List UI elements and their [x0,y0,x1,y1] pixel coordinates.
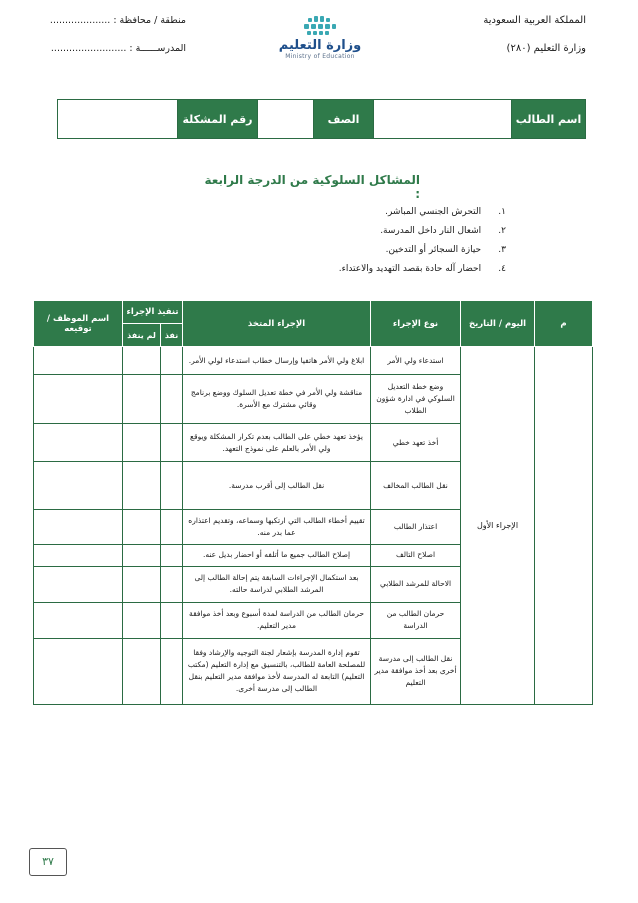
staff-cell[interactable] [34,424,123,462]
staff-cell[interactable] [34,602,123,638]
staff-cell[interactable] [34,638,123,704]
section-title: المشاكل السلوكية من الدرجة الرابعة : [204,173,420,201]
num-cell[interactable] [535,347,593,705]
header-staff: اسم الموظف / توقيعه [34,301,123,347]
action-cell: إصلاح الطالب جميع ما أتلفه أو احضار بديل عنه. [183,544,371,566]
class-field[interactable] [258,100,314,139]
staff-cell[interactable] [34,375,123,424]
staff-cell[interactable] [34,347,123,375]
header-exec: تنفيذ الإجراء [123,301,183,324]
stage-cell: الإجراء الأول [461,347,535,705]
not-done-cell[interactable] [123,602,161,638]
kingdom-label: المملكة العربية السعودية [483,15,586,26]
not-done-cell[interactable] [123,375,161,424]
list-number: ٤. [498,264,506,274]
type-cell: وضع خطة التعديل السلوكي في ادارة شؤون الطلاب [371,375,461,424]
problem-list [206,203,506,279]
header-action: الإجراء المتخذ [183,301,371,347]
type-cell: استدعاء ولي الأمر [371,347,461,375]
not-done-cell[interactable] [123,638,161,704]
action-cell: بعد استكمال الإجراءات السابقة يتم إحالة الطالب إلى المرشد الطلابي لدراسة حالته. [183,566,371,602]
staff-cell[interactable] [34,566,123,602]
region-field: منطقة / محافظة : .................... [49,15,186,26]
done-cell[interactable] [161,638,183,704]
school-field: المدرســــــة : ......................... [50,43,186,54]
list-text: التحرش الجنسي المباشر. [385,207,482,217]
header-done: نفذ [161,324,183,347]
done-cell[interactable] [161,602,183,638]
ministry-label: وزارة التعليم (٢٨٠) [506,43,586,54]
list-item [206,241,506,260]
action-cell: حرمان الطالب من الدراسة لمدة أسبوع وبعد أخذ موافقة مدير التعليم. [183,602,371,638]
staff-cell[interactable] [34,544,123,566]
header-not-done: لم ينفذ [123,324,161,347]
case-number-label: رقم المشكلة [178,100,258,139]
list-item [206,203,506,222]
header-num: م [535,301,593,347]
page-number-text: ٣٧ [42,855,54,868]
staff-cell[interactable] [34,510,123,544]
done-cell[interactable] [161,510,183,544]
not-done-cell[interactable] [123,566,161,602]
student-name-field[interactable] [374,100,512,139]
list-text: حيازة السجائر أو التدخين. [385,245,482,255]
action-cell: تقييم أخطاء الطالب التي ارتكبها وسماعه، وتقديم اعتذاره عما بدر منه. [183,510,371,544]
procedures-table [33,300,593,705]
type-cell: نقل الطالب المخالف [371,462,461,510]
list-text: احضار آله حادة بقصد التهديد والاعتداء. [338,264,482,274]
list-number: ١. [498,207,506,217]
list-item [206,222,506,241]
table-row [34,347,593,375]
logo-english-text: Ministry of Education [285,53,355,60]
type-cell: الاحالة للمرشد الطلابي [371,566,461,602]
student-name-label: اسم الطالب [512,100,586,139]
action-cell: يؤخذ تعهد خطي على الطالب بعدم تكرار المشكلة ويوقع ولي الأمر بالعلم على نموذج التعهد. [183,424,371,462]
not-done-cell[interactable] [123,510,161,544]
done-cell[interactable] [161,462,183,510]
list-text: اشعال النار داخل المدرسة. [380,226,482,236]
list-number: ٣. [498,245,506,255]
list-number: ٢. [498,226,506,236]
done-cell[interactable] [161,566,183,602]
not-done-cell[interactable] [123,462,161,510]
case-number-field[interactable] [58,100,178,139]
done-cell[interactable] [161,375,183,424]
header-left [36,14,186,56]
not-done-cell[interactable] [123,424,161,462]
class-label: الصف [314,100,374,139]
header-right [416,14,586,56]
page-number [29,848,67,876]
type-cell: حرمان الطالب من الدراسة [371,602,461,638]
type-cell: أخذ تعهد خطي [371,424,461,462]
logo-arabic-text: وزارة التعليم [278,38,362,53]
done-cell[interactable] [161,347,183,375]
header-type: نوع الإجراء [371,301,461,347]
action-cell: نقل الطالب إلى أقرب مدرسة. [183,462,371,510]
done-cell[interactable] [161,424,183,462]
header-date: اليوم / التاريخ [461,301,535,347]
list-item [206,260,506,279]
done-cell[interactable] [161,544,183,566]
not-done-cell[interactable] [123,347,161,375]
student-info-table [57,99,586,139]
action-cell: ابلاغ ولي الأمر هاتفيا وإرسال خطاب استدعاء لولي الأمر. [183,347,371,375]
action-cell: تقوم إدارة المدرسة بإشعار لجنة التوجيه والإرشاد وفقا للمصلحة العامة للطالب، بالتنسيق مع إدارة التعليم (مكتب التعليم) التابعة له المدرسة لأخذ موافقة مدير التعليم بنقل الطالب إلى مدرسة أخرى. [183,638,371,704]
logo-text [274,38,366,60]
type-cell: اصلاح التالف [371,544,461,566]
type-cell: اعتذار الطالب [371,510,461,544]
staff-cell[interactable] [34,462,123,510]
not-done-cell[interactable] [123,544,161,566]
action-cell: مناقشة ولي الأمر في خطة تعديل السلوك ووضع برنامج وقائي مشترك مع الأسرة. [183,375,371,424]
type-cell: نقل الطالب إلى مدرسة أخرى بعد أخذ موافقة مدير التعليم [371,638,461,704]
